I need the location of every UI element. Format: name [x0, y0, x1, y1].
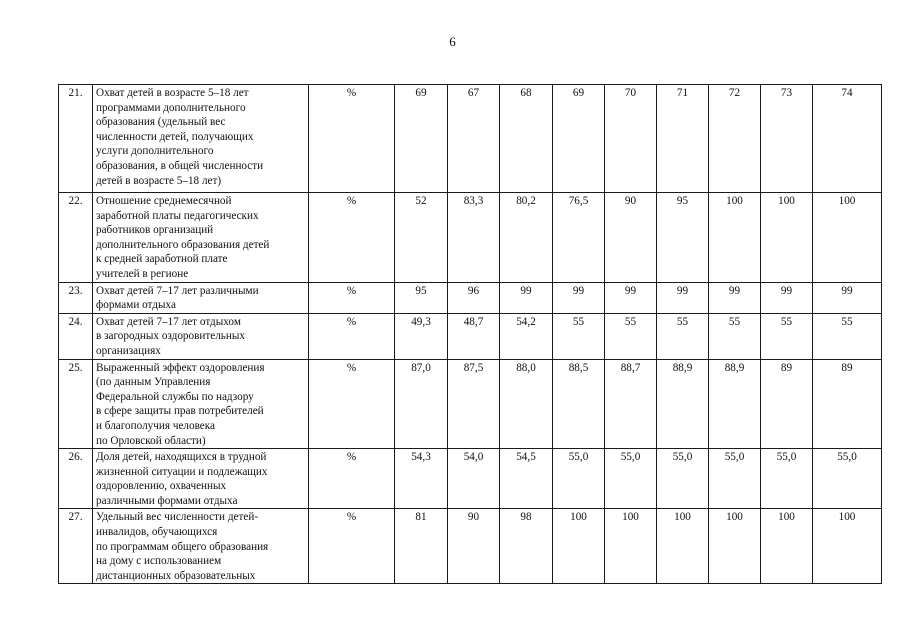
value-cell: 89	[813, 359, 882, 449]
indicator-name-line: заработной платы педагогических	[96, 209, 259, 222]
indicator-name-line: жизненной ситуации и подлежащих	[96, 465, 268, 478]
page-number: 6	[449, 34, 456, 49]
row-number: 24.	[59, 313, 93, 359]
indicator-name	[93, 85, 309, 193]
table-row	[59, 85, 882, 193]
indicators-table	[58, 84, 882, 584]
value-cell: 54,5	[500, 449, 553, 509]
indicator-name-line: (по данным Управления	[96, 376, 211, 389]
indicator-name-line: организациях	[96, 344, 161, 357]
value-cell: 100	[761, 509, 813, 584]
value-cell: 80,2	[500, 193, 553, 283]
indicator-name-line: по программам общего образования	[96, 540, 269, 553]
indicator-name-line: и благополучия человека	[96, 419, 215, 432]
value-cell: 49,3	[395, 313, 448, 359]
indicator-name-line: формами отдыха	[96, 299, 176, 312]
value-cell: 99	[709, 282, 761, 313]
value-cell: 55	[813, 313, 882, 359]
value-cell: 99	[657, 282, 709, 313]
unit-cell: %	[309, 449, 395, 509]
indicator-name-line: образования (удельный вес	[96, 116, 226, 129]
indicator-name	[93, 313, 309, 359]
value-cell: 76,5	[553, 193, 605, 283]
value-cell: 98	[500, 509, 553, 584]
value-cell: 72	[709, 85, 761, 193]
value-cell: 54,0	[448, 449, 500, 509]
indicator-name	[93, 359, 309, 449]
value-cell: 55,0	[761, 449, 813, 509]
value-cell: 90	[605, 193, 657, 283]
value-cell: 54,3	[395, 449, 448, 509]
value-cell: 55	[553, 313, 605, 359]
value-cell: 69	[395, 85, 448, 193]
table-row	[59, 282, 882, 313]
value-cell: 99	[500, 282, 553, 313]
value-cell: 55	[709, 313, 761, 359]
value-cell: 88,5	[553, 359, 605, 449]
indicator-name-line: услуги дополнительного	[96, 145, 214, 158]
row-number: 21.	[59, 85, 93, 193]
indicator-name-line: работников организаций	[96, 224, 214, 237]
indicator-name	[93, 193, 309, 283]
value-cell: 73	[761, 85, 813, 193]
value-cell: 88,7	[605, 359, 657, 449]
value-cell: 100	[605, 509, 657, 584]
value-cell: 55	[657, 313, 709, 359]
indicator-name-line: в сфере защиты прав потребителей	[96, 405, 264, 418]
indicator-name	[93, 282, 309, 313]
value-cell: 68	[500, 85, 553, 193]
value-cell: 100	[709, 509, 761, 584]
indicator-name-line: образования, в общей численности	[96, 159, 264, 172]
indicator-name-line: Выраженный эффект оздоровления	[96, 361, 265, 374]
indicator-name-line: оздоровлению, охваченных	[96, 480, 227, 493]
value-cell: 55	[761, 313, 813, 359]
value-cell: 71	[657, 85, 709, 193]
value-cell: 55	[605, 313, 657, 359]
value-cell: 70	[605, 85, 657, 193]
unit-cell: %	[309, 509, 395, 584]
value-cell: 55,0	[657, 449, 709, 509]
indicator-name-line: численности детей, получающих	[96, 130, 254, 143]
unit-cell: %	[309, 85, 395, 193]
value-cell: 87,5	[448, 359, 500, 449]
value-cell: 100	[657, 509, 709, 584]
value-cell: 99	[813, 282, 882, 313]
indicator-name-line: инвалидов, обучающихся	[96, 526, 218, 539]
value-cell: 100	[709, 193, 761, 283]
indicator-name-line: дистанционных образовательных	[96, 569, 256, 582]
indicator-name-line: Охват детей 7–17 лет отдыхом	[96, 315, 241, 328]
indicator-name-line: Отношение среднемесячной	[96, 195, 232, 207]
value-cell: 54,2	[500, 313, 553, 359]
table-row	[59, 449, 882, 509]
value-cell: 89	[761, 359, 813, 449]
table-row	[59, 359, 882, 449]
unit-cell: %	[309, 193, 395, 283]
value-cell: 55,0	[605, 449, 657, 509]
row-number: 22.	[59, 193, 93, 283]
value-cell: 55,0	[553, 449, 605, 509]
table-row	[59, 313, 882, 359]
indicator-name-line: детей в возрасте 5–18 лет)	[96, 174, 222, 187]
row-number: 26.	[59, 449, 93, 509]
indicator-name-line: программами дополнительного	[96, 101, 246, 114]
value-cell: 95	[395, 282, 448, 313]
value-cell: 88,9	[709, 359, 761, 449]
value-cell: 67	[448, 85, 500, 193]
indicator-name-line: Доля детей, находящихся в трудной	[96, 451, 267, 464]
table-body	[59, 85, 882, 584]
value-cell: 100	[813, 509, 882, 584]
row-number: 27.	[59, 509, 93, 584]
value-cell: 88,9	[657, 359, 709, 449]
value-cell: 81	[395, 509, 448, 584]
value-cell: 100	[761, 193, 813, 283]
value-cell: 96	[448, 282, 500, 313]
unit-cell: %	[309, 359, 395, 449]
value-cell: 83,3	[448, 193, 500, 283]
indicator-name-line: Удельный вес численности детей-	[96, 511, 259, 524]
value-cell: 95	[657, 193, 709, 283]
value-cell: 99	[761, 282, 813, 313]
value-cell: 48,7	[448, 313, 500, 359]
value-cell: 52	[395, 193, 448, 283]
indicator-name-line: дополнительного образования детей	[96, 238, 270, 251]
indicator-name-line: к средней заработной плате	[96, 253, 228, 266]
table-row	[59, 509, 882, 584]
indicator-name-line: Охват детей 7–17 лет различными	[96, 284, 259, 297]
value-cell: 69	[553, 85, 605, 193]
indicator-name-line: различными формами отдыха	[96, 494, 238, 507]
indicator-name	[93, 449, 309, 509]
indicator-name-line: на дому с использованием	[96, 555, 222, 568]
value-cell: 87,0	[395, 359, 448, 449]
indicator-name-line: по Орловской области)	[96, 434, 206, 447]
row-number: 25.	[59, 359, 93, 449]
value-cell: 74	[813, 85, 882, 193]
indicator-name-line: Охват детей в возрасте 5–18 лет	[96, 87, 249, 99]
value-cell: 90	[448, 509, 500, 584]
indicator-name-line: учителей в регионе	[96, 267, 189, 280]
indicator-name	[93, 509, 309, 584]
value-cell: 100	[553, 509, 605, 584]
value-cell: 55,0	[709, 449, 761, 509]
value-cell: 99	[553, 282, 605, 313]
value-cell: 100	[813, 193, 882, 283]
indicator-name-line: Федеральной службы по надзору	[96, 390, 254, 403]
value-cell: 88,0	[500, 359, 553, 449]
table-row	[59, 193, 882, 283]
value-cell: 55,0	[813, 449, 882, 509]
unit-cell: %	[309, 313, 395, 359]
value-cell: 99	[605, 282, 657, 313]
unit-cell: %	[309, 282, 395, 313]
indicator-name-line: в загородных оздоровительных	[96, 330, 246, 343]
row-number: 23.	[59, 282, 93, 313]
